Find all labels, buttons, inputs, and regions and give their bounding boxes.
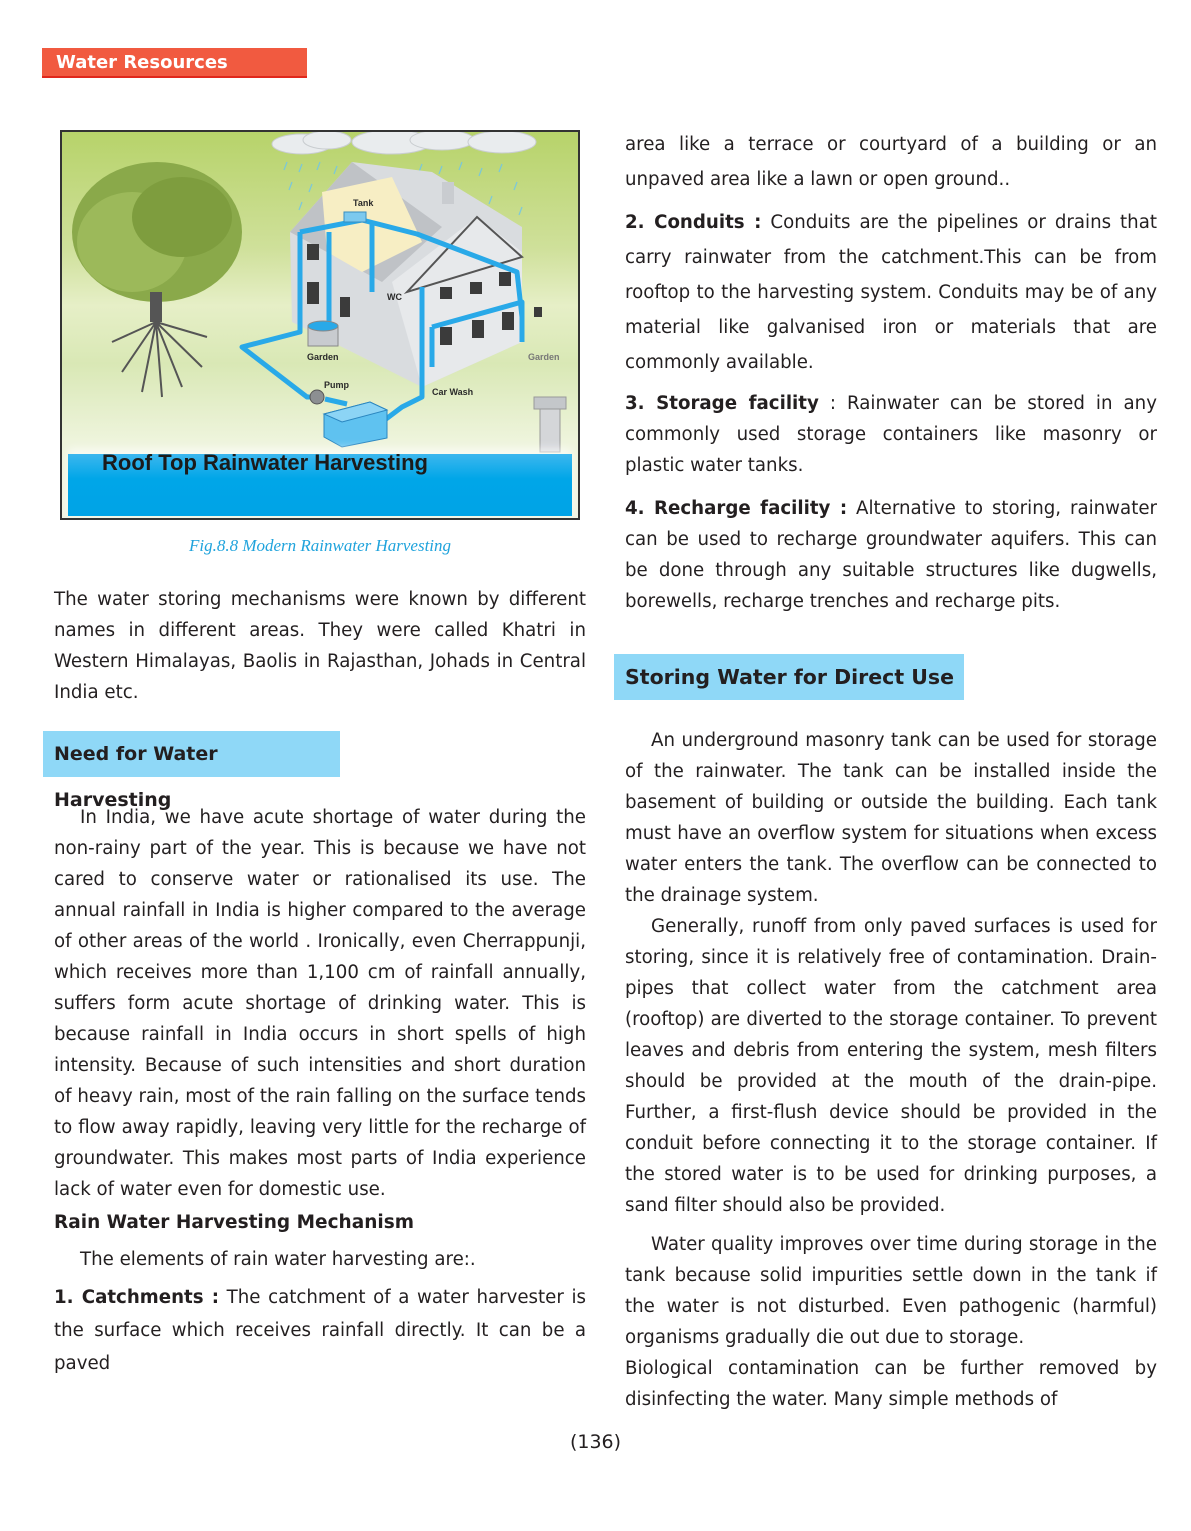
chapter-tag: Water Resources [42,48,307,78]
recharge-text: Alternative to storing, rainwater can be used to recharge groundwater aquifers. This can be done through any suitable structures like dugwells, borewells, recharge trenches and recharge pits. [625,498,1157,612]
storage-item [625,388,1157,481]
right-column-elements [625,127,1157,617]
figure-rainwater-harvesting [60,130,580,520]
figure-label-tank: Tank [353,198,374,208]
garden-tank-icon [308,321,338,346]
conduits-text: Conduits are the pipelines or drains that carry rainwater from the catchment.This can be from rooftop to the harvesting system. Conduits may be of any material like galvanised iron or materials that are commonly available. [625,212,1157,373]
conduits-label: 2. Conduits : [625,212,762,233]
mechanism-intro: The elements of rain water harvesting are:. [80,1249,476,1270]
figure-banner-title: Roof Top Rainwater Harvesting [102,450,428,475]
figure-caption: Fig.8.8 Modern Rainwater Harvesting [188,536,452,555]
cloud-icon [272,132,536,154]
intro-paragraph [54,584,586,708]
tree-icon [72,162,242,397]
figure-label-car-wash: Car Wash [432,387,474,397]
section-heading-direct-use: Storing Water for Direct Use [614,654,964,700]
pump-icon [310,390,324,404]
intro-text: The water storing mechanisms were known by different names in different areas. They were called Khatri in Western Himalayas, Baolis in Rajasthan, Johads in Central India etc. [54,589,586,703]
direct-use-paragraph-1: An underground masonry tank can be used for storage of the rainwater. The tank can be installed inside the basement of building or outside the building. Each tank must have an overflow system for situations when excess water enters the tank. The overflow can be connected to the drainage system. [625,730,1157,906]
need-section-body [54,802,586,1380]
direct-use-paragraph-3: Water quality improves over time during storage in the tank because solid impurities settle down in the tank if the water is not disturbed. Even pathogenic (harmful) organisms gradually die out due to storage. [625,1234,1157,1348]
recharge-item [625,493,1157,617]
figure-label-garden-left: Garden [307,352,339,362]
storage-label: 3. Storage facility [625,393,819,414]
catchments-label: 1. Catchments : [54,1287,219,1308]
catchments-continued: area like a terrace or courtyard of a building or an unpaved area like a lawn or open ground.. [625,134,1157,190]
need-paragraph: In India, we have acute shortage of water during the non-rainy part of the year. This is because we have not cared to conserve water or rationalised its use. The annual rainfall in India is higher compared to the average of other areas of the world . Ironically, even Cherrappunji, which receives more than 1,100 cm of rainfall annually, suffers form acute shortage of drinking water. This is because rainfall in India occurs in short spells of high intensity. Because of such intensities and short duration of heavy rain, most of the rain falling on the surface tends to flow away rapidly, leaving very little for the recharge of groundwater. This makes most parts of India experience lack of water even for domestic use. [54,807,586,1200]
roof-tank-icon [344,212,366,222]
figure-label-pump: Pump [324,380,350,390]
figure-label-wc: WC [387,292,402,302]
section-heading-need: Need for Water Harvesting [43,731,340,777]
storage-tank-icon [324,402,387,447]
mechanism-heading: Rain Water Harvesting Mechanism [54,1212,414,1233]
recharge-label: 4. Recharge facility : [625,498,848,519]
page-number: (136) [569,1431,622,1453]
catchments-text: The catchment of a water harvester is the surface which receives rainfall directly. It can be a paved [54,1287,586,1374]
conduits-item [625,205,1157,380]
storage-text: : Rainwater can be stored in any commonly used storage containers like masonry or plastic water tanks. [625,393,1157,476]
catchments-item [54,1281,586,1380]
figure-label-garden-right: Garden [528,352,560,362]
direct-use-body [625,725,1157,1415]
direct-use-paragraph-4: Biological contamination can be further removed by disinfecting the water. Many simple methods of [625,1358,1157,1410]
direct-use-paragraph-2: Generally, runoff from only paved surfaces is used for storing, since it is relatively free of contamination. Drain-pipes that collect water from the catchment area (rooftop) are diverted to the storage container. To prevent leaves and debris from entering the system, mesh filters should be provided at the mouth of the drain-pipe. Further, a first-flush device should be provided in the conduit before connecting it to the storage container. If the stored water is to be used for drinking purposes, a sand filter should also be provided. [625,916,1157,1216]
